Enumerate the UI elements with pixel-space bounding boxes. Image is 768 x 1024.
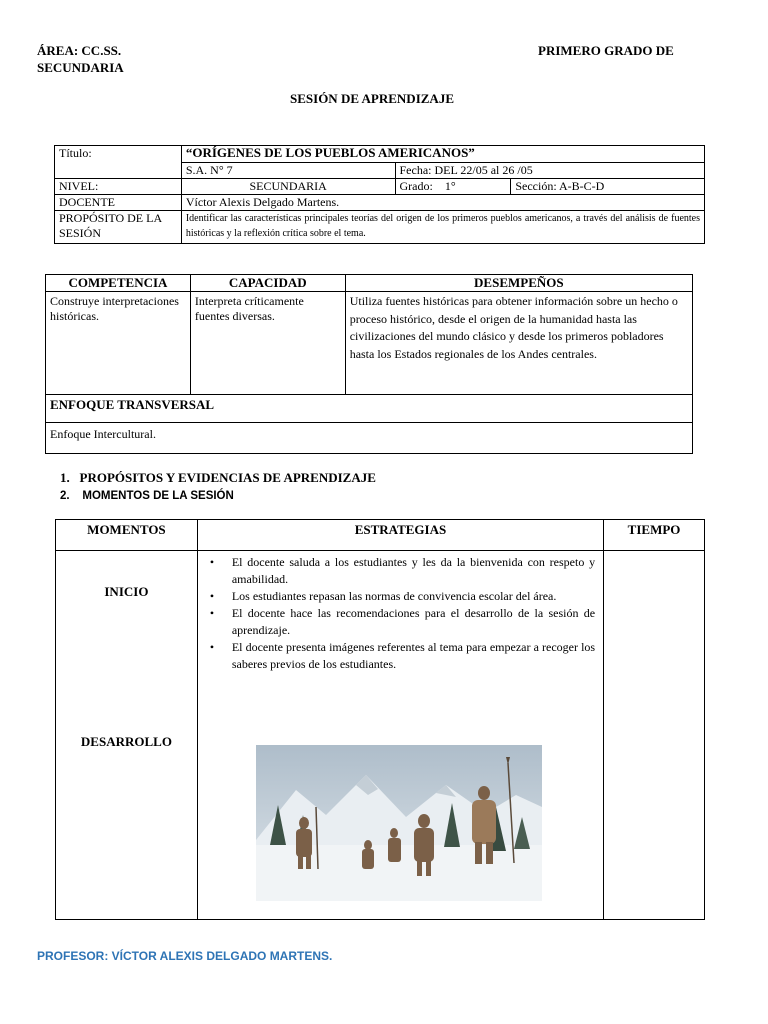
teacher-value: Víctor Alexis Delgado Martens. [181,195,704,211]
grade-label: PRIMERO GRADO DE [538,43,674,58]
section-2-text: MOMENTOS DE LA SESIÓN [82,490,234,502]
col-estrategias: ESTRATEGIAS [197,520,603,551]
strategy-item: • El docente saluda a los estudiantes y les da la bienvenida con respeto y amabilidad. [232,554,595,588]
section-1 [60,470,376,486]
page-title: SESIÓN DE APRENDIZAJE [290,91,454,106]
footer-teacher: PROFESOR: VÍCTOR ALEXIS DELGADO MARTENS. [37,949,333,963]
prehistoric-people-image [256,745,542,901]
enfoque-label: ENFOQUE TRANSVERSAL [46,395,693,423]
moments-cell [56,551,198,920]
section-2-number: 2. [60,490,70,502]
capacidad-value: Interpreta críticamente fuentes diversas. [190,292,345,395]
session-number: S.A. N° 7 [181,163,395,179]
title-label: Título: [55,146,182,179]
purpose-label: PROPÓSITO DE LA SESIÓN [55,211,182,244]
level-value: SECUNDARIA [181,179,395,195]
moment-desarrollo: DESARROLLO [80,734,172,749]
grade-label-text: Grado: [399,179,433,193]
moments-table [55,519,705,920]
title-value: “ORÍGENES DE LOS PUEBLOS AMERICANOS” [181,146,704,163]
moment-inicio: INICIO [104,584,149,599]
section-value: Sección: A-B-C-D [511,179,705,195]
section-2 [60,490,234,502]
strategies-cell [197,551,603,920]
col-competencia: COMPETENCIA [46,275,191,292]
area-label: ÁREA: CC.SS. [37,43,122,58]
strategy-item: • El docente hace las recomendaciones para el desarrollo de la sesión de aprendizaje. [232,605,595,639]
col-momentos: MOMENTOS [56,520,198,551]
time-cell [604,551,705,920]
col-desempenos: DESEMPEÑOS [345,275,692,292]
purpose-value: Identificar las características principales teorías del origen de los primeros pueblos americanos, a través del análisis de fuentes históricas y la reflexión crítica sobre el tema. [181,211,704,244]
section-1-number: 1. [60,470,70,485]
competencia-value: Construye interpretaciones históricas. [46,292,191,395]
col-capacidad: CAPACIDAD [190,275,345,292]
grade-cell [395,179,511,195]
desempeno-value: Utiliza fuentes históricas para obtener información sobre un hecho o proceso histórico, desde el origen de la humanidad hasta las civilizaciones del mundo clásico y desde los primeros pobladores hasta los Estados regionales de los Andes centrales. [345,292,692,395]
level-label: SECUNDARIA [37,60,124,75]
col-tiempo: TIEMPO [604,520,705,551]
strategies-list [206,554,595,673]
section-1-text: PROPÓSITOS Y EVIDENCIAS DE APRENDIZAJE [79,470,376,485]
session-info-table [54,145,705,244]
enfoque-value: Enfoque Intercultural. [46,423,693,454]
strategy-item: • El docente presenta imágenes referentes al tema para empezar a recoger los saberes previos de los estudiantes. [232,639,595,673]
level-label-cell: NIVEL: [55,179,182,195]
strategy-item: • Los estudiantes repasan las normas de convivencia escolar del área. [232,588,595,605]
teacher-label: DOCENTE [55,195,182,211]
competence-table [45,274,693,454]
date-range: Fecha: DEL 22/05 al 26 /05 [395,163,705,179]
grade-value: 1° [444,179,456,193]
